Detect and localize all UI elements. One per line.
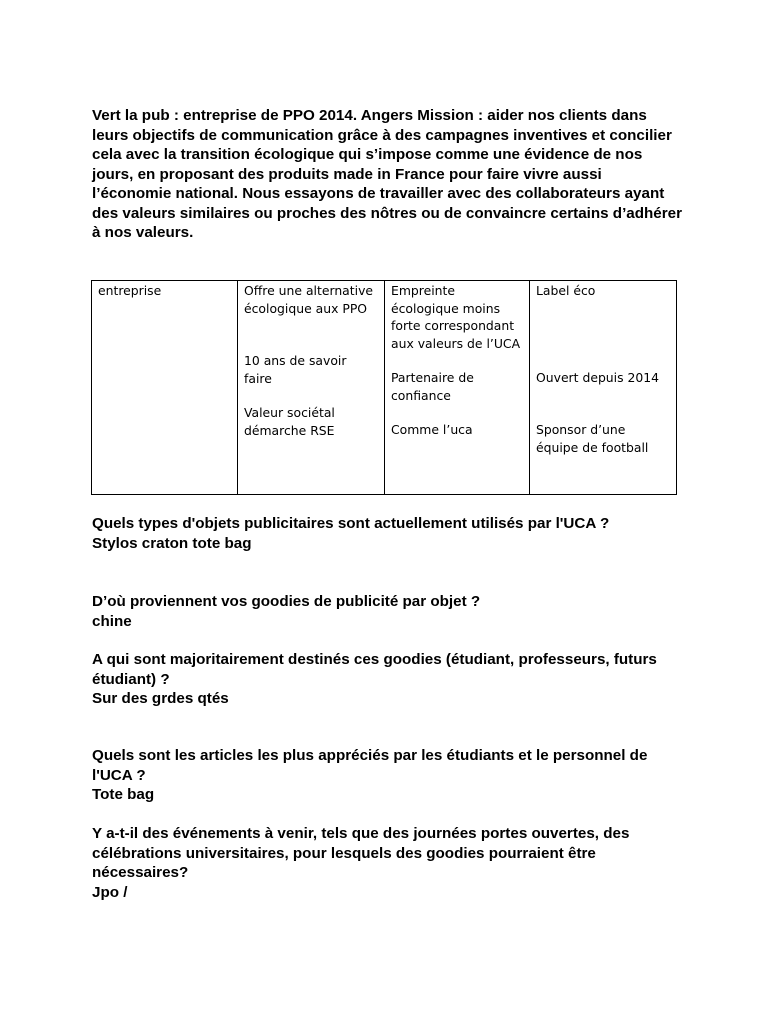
table-cell-text: Valeur sociétal démarche RSE bbox=[244, 405, 335, 438]
table-cell-text: Partenaire de confiance bbox=[391, 370, 474, 403]
qa-block-events bbox=[92, 824, 682, 902]
table-cell-text: entreprise bbox=[98, 283, 162, 298]
qa-block-origin bbox=[92, 592, 682, 631]
table-cell-text: Ouvert depuis 2014 bbox=[536, 369, 660, 385]
question-text: A qui sont majoritairement destinés ces goodies (étudiant, professeurs, futurs étudiant) ? bbox=[92, 651, 657, 688]
table-row bbox=[92, 281, 677, 495]
question-text: Quels types d'objets publicitaires sont actuellement utilisés par l'UCA ? bbox=[92, 515, 610, 532]
question-text: Quels sont les articles les plus appréciés par les étudiants et le personnel de l'UCA ? bbox=[92, 747, 648, 784]
company-info-table bbox=[91, 280, 677, 495]
table-cell-text: 10 ans de savoir faire bbox=[244, 353, 347, 386]
table-cell-text: Offre une alternative écologique aux PPO bbox=[244, 283, 374, 316]
table-cell-footprint bbox=[385, 281, 530, 495]
question-text: Y a-t-il des événements à venir, tels que des journées portes ouvertes, des célébrations universitaires, pour lesquels des goodies pourraient être nécessaires? bbox=[92, 825, 630, 881]
question-text: D’où proviennent vos goodies de publicité par objet ? bbox=[92, 593, 481, 610]
qa-block-popular bbox=[92, 746, 682, 805]
answer-text: Tote bag bbox=[92, 786, 155, 803]
table-cell-text: Empreinte écologique moins forte correspondant aux valeurs de l’UCA bbox=[391, 283, 521, 351]
answer-text: chine bbox=[92, 612, 132, 630]
intro-paragraph: Vert la pub : entreprise de PPO 2014. Angers Mission : aider nos clients dans leurs objectifs de communication grâce à des campagnes inventives et concilier cela avec la transition écologique qui s’impose comme une évidence de nos jours, en proposant des produits made in France pour faire vivre aussi l’économie national. Nous essayons de travailler avec des collaborateurs ayant des valeurs similaires ou proches des nôtres ou de convaincre certains d’adhérer à nos valeurs. bbox=[92, 107, 683, 241]
qa-block-objects bbox=[92, 514, 682, 553]
table-cell-label bbox=[530, 281, 677, 495]
answer-text: Sur des grdes qtés bbox=[92, 690, 229, 707]
answer-text: Stylos craton tote bag bbox=[92, 534, 252, 552]
table-cell-offer bbox=[238, 281, 385, 495]
table-cell-text: Comme l’uca bbox=[391, 422, 473, 437]
table-cell-text: Label éco bbox=[536, 283, 596, 298]
answer-text: Jpo / bbox=[92, 883, 128, 901]
qa-block-audience bbox=[92, 650, 682, 709]
table-cell-company bbox=[92, 281, 238, 495]
table-cell-text: Sponsor d’une équipe de football bbox=[536, 422, 649, 455]
